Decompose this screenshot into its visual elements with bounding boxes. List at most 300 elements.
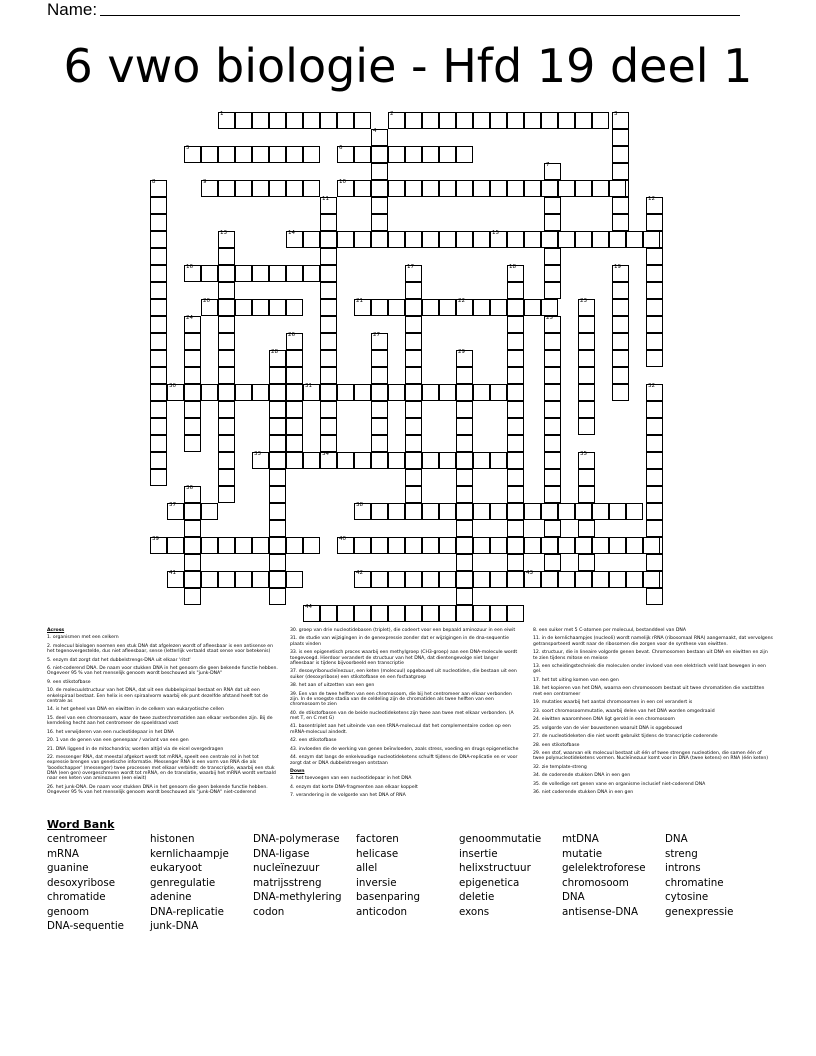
- crossword-cell[interactable]: [646, 299, 663, 316]
- crossword-cell[interactable]: [544, 418, 561, 435]
- crossword-cell[interactable]: [235, 299, 252, 316]
- crossword-cell[interactable]: [609, 503, 626, 520]
- crossword-cell[interactable]: [456, 571, 473, 588]
- crossword-cell[interactable]: [252, 537, 269, 554]
- crossword-cell[interactable]: [184, 333, 201, 350]
- crossword-cell[interactable]: [612, 367, 629, 384]
- crossword-cell[interactable]: [371, 384, 388, 401]
- crossword-cell[interactable]: [269, 418, 286, 435]
- crossword-cell[interactable]: [507, 520, 524, 537]
- crossword-cell[interactable]: [269, 265, 286, 282]
- crossword-cell[interactable]: [218, 384, 235, 401]
- crossword-cell[interactable]: [388, 452, 405, 469]
- crossword-cell[interactable]: [544, 486, 561, 503]
- crossword-cell[interactable]: [303, 452, 320, 469]
- crossword-cell[interactable]: [405, 367, 422, 384]
- crossword-cell[interactable]: [218, 248, 235, 265]
- crossword-cell[interactable]: [541, 180, 558, 197]
- crossword-cell[interactable]: [286, 350, 303, 367]
- crossword-cell[interactable]: [490, 180, 507, 197]
- crossword-cell[interactable]: [320, 214, 337, 231]
- crossword-cell[interactable]: [456, 435, 473, 452]
- crossword-cell[interactable]: [201, 265, 218, 282]
- crossword-cell[interactable]: [371, 367, 388, 384]
- crossword-cell[interactable]: [473, 112, 490, 129]
- crossword-cell[interactable]: [544, 350, 561, 367]
- crossword-cell[interactable]: [473, 571, 490, 588]
- crossword-cell[interactable]: [218, 452, 235, 469]
- crossword-cell[interactable]: [320, 418, 337, 435]
- crossword-cell[interactable]: [354, 231, 371, 248]
- crossword-cell[interactable]: [422, 503, 439, 520]
- crossword-cell[interactable]: [388, 605, 405, 622]
- crossword-cell[interactable]: [456, 452, 473, 469]
- crossword-cell[interactable]: [405, 503, 422, 520]
- crossword-cell[interactable]: [544, 469, 561, 486]
- crossword-cell[interactable]: [405, 299, 422, 316]
- crossword-cell[interactable]: [626, 503, 643, 520]
- crossword-cell[interactable]: [507, 367, 524, 384]
- crossword-cell[interactable]: [439, 112, 456, 129]
- crossword-cell[interactable]: [218, 469, 235, 486]
- crossword-cell[interactable]: [473, 299, 490, 316]
- crossword-cell[interactable]: [337, 384, 354, 401]
- crossword-cell[interactable]: [524, 112, 541, 129]
- crossword-cell[interactable]: [405, 112, 422, 129]
- crossword-cell[interactable]: [541, 299, 558, 316]
- crossword-cell[interactable]: [456, 605, 473, 622]
- crossword-cell[interactable]: [218, 265, 235, 282]
- crossword-cell[interactable]: [320, 112, 337, 129]
- crossword-cell[interactable]: [643, 537, 660, 554]
- crossword-cell[interactable]: [218, 333, 235, 350]
- crossword-cell[interactable]: [490, 537, 507, 554]
- crossword-cell[interactable]: [578, 401, 595, 418]
- crossword-cell[interactable]: [646, 452, 663, 469]
- crossword-cell[interactable]: [269, 503, 286, 520]
- crossword-cell[interactable]: [286, 146, 303, 163]
- crossword-cell[interactable]: [507, 605, 524, 622]
- crossword-cell[interactable]: [320, 248, 337, 265]
- crossword-cell[interactable]: [354, 180, 371, 197]
- crossword-cell[interactable]: [218, 282, 235, 299]
- crossword-cell[interactable]: [592, 537, 609, 554]
- crossword-cell[interactable]: [405, 571, 422, 588]
- crossword-cell[interactable]: [405, 146, 422, 163]
- crossword-cell[interactable]: [235, 112, 252, 129]
- crossword-cell[interactable]: [507, 469, 524, 486]
- crossword-cell[interactable]: [269, 554, 286, 571]
- crossword-cell[interactable]: [646, 520, 663, 537]
- crossword-cell[interactable]: [201, 503, 218, 520]
- crossword-cell[interactable]: [473, 503, 490, 520]
- crossword-cell[interactable]: [150, 350, 167, 367]
- crossword-cell[interactable]: [354, 537, 371, 554]
- crossword-cell[interactable]: [371, 350, 388, 367]
- crossword-cell[interactable]: [269, 571, 286, 588]
- crossword-cell[interactable]: [405, 333, 422, 350]
- crossword-cell[interactable]: [507, 418, 524, 435]
- crossword-cell[interactable]: [456, 520, 473, 537]
- crossword-cell[interactable]: [578, 486, 595, 503]
- crossword-cell[interactable]: [578, 554, 595, 571]
- crossword-cell[interactable]: [558, 537, 575, 554]
- crossword-cell[interactable]: [269, 588, 286, 605]
- crossword-cell[interactable]: [612, 282, 629, 299]
- crossword-cell[interactable]: [337, 112, 354, 129]
- crossword-cell[interactable]: [405, 282, 422, 299]
- crossword-cell[interactable]: [439, 146, 456, 163]
- crossword-cell[interactable]: [592, 571, 609, 588]
- crossword-cell[interactable]: [320, 605, 337, 622]
- crossword-cell[interactable]: [592, 503, 609, 520]
- crossword-cell[interactable]: [201, 146, 218, 163]
- crossword-cell[interactable]: [405, 401, 422, 418]
- crossword-cell[interactable]: [184, 418, 201, 435]
- crossword-cell[interactable]: [184, 554, 201, 571]
- crossword-cell[interactable]: [507, 299, 524, 316]
- crossword-cell[interactable]: [592, 112, 609, 129]
- crossword-cell[interactable]: [646, 588, 663, 605]
- crossword-cell[interactable]: [544, 384, 561, 401]
- crossword-cell[interactable]: [218, 418, 235, 435]
- crossword-cell[interactable]: [150, 367, 167, 384]
- crossword-cell[interactable]: [646, 418, 663, 435]
- crossword-cell[interactable]: [337, 605, 354, 622]
- crossword-cell[interactable]: [201, 537, 218, 554]
- crossword-cell[interactable]: [541, 503, 558, 520]
- crossword-cell[interactable]: [150, 265, 167, 282]
- crossword-cell[interactable]: [575, 180, 592, 197]
- crossword-cell[interactable]: [337, 231, 354, 248]
- crossword-cell[interactable]: [303, 265, 320, 282]
- crossword-cell[interactable]: [320, 282, 337, 299]
- crossword-cell[interactable]: [405, 180, 422, 197]
- crossword-cell[interactable]: [371, 180, 388, 197]
- crossword-cell[interactable]: [320, 299, 337, 316]
- crossword-cell[interactable]: [490, 571, 507, 588]
- crossword-cell[interactable]: [544, 401, 561, 418]
- crossword-cell[interactable]: [286, 112, 303, 129]
- crossword-cell[interactable]: [286, 452, 303, 469]
- crossword-cell[interactable]: [201, 571, 218, 588]
- crossword-cell[interactable]: [541, 231, 558, 248]
- crossword-cell[interactable]: [646, 554, 663, 571]
- crossword-cell[interactable]: [490, 452, 507, 469]
- crossword-cell[interactable]: [337, 452, 354, 469]
- crossword-cell[interactable]: [439, 180, 456, 197]
- crossword-cell[interactable]: [473, 384, 490, 401]
- crossword-cell[interactable]: [456, 554, 473, 571]
- crossword-cell[interactable]: [286, 384, 303, 401]
- crossword-cell[interactable]: [612, 214, 629, 231]
- crossword-cell[interactable]: [286, 299, 303, 316]
- crossword-cell[interactable]: [184, 503, 201, 520]
- crossword-cell[interactable]: [422, 452, 439, 469]
- crossword-cell[interactable]: [167, 537, 184, 554]
- crossword-cell[interactable]: [235, 180, 252, 197]
- crossword-cell[interactable]: [456, 588, 473, 605]
- crossword-cell[interactable]: [218, 146, 235, 163]
- crossword-cell[interactable]: [592, 231, 609, 248]
- crossword-cell[interactable]: [252, 299, 269, 316]
- crossword-cell[interactable]: [507, 350, 524, 367]
- crossword-cell[interactable]: [507, 384, 524, 401]
- crossword-cell[interactable]: [473, 537, 490, 554]
- crossword-cell[interactable]: [507, 180, 524, 197]
- crossword-cell[interactable]: [456, 401, 473, 418]
- crossword-cell[interactable]: [544, 520, 561, 537]
- crossword-cell[interactable]: [646, 486, 663, 503]
- crossword-cell[interactable]: [269, 469, 286, 486]
- crossword-cell[interactable]: [541, 537, 558, 554]
- crossword-cell[interactable]: [524, 180, 541, 197]
- crossword-cell[interactable]: [473, 180, 490, 197]
- crossword-cell[interactable]: [218, 537, 235, 554]
- crossword-cell[interactable]: [388, 180, 405, 197]
- crossword-cell[interactable]: [269, 537, 286, 554]
- crossword-cell[interactable]: [269, 452, 286, 469]
- crossword-cell[interactable]: [646, 401, 663, 418]
- crossword-cell[interactable]: [320, 384, 337, 401]
- crossword-cell[interactable]: [252, 265, 269, 282]
- crossword-cell[interactable]: [320, 350, 337, 367]
- crossword-cell[interactable]: [184, 367, 201, 384]
- crossword-cell[interactable]: [371, 537, 388, 554]
- crossword-cell[interactable]: [507, 537, 524, 554]
- crossword-cell[interactable]: [490, 605, 507, 622]
- crossword-cell[interactable]: [303, 112, 320, 129]
- crossword-cell[interactable]: [371, 146, 388, 163]
- crossword-cell[interactable]: [507, 571, 524, 588]
- crossword-cell[interactable]: [612, 146, 629, 163]
- crossword-cell[interactable]: [252, 571, 269, 588]
- crossword-cell[interactable]: [439, 503, 456, 520]
- crossword-cell[interactable]: [354, 452, 371, 469]
- crossword-cell[interactable]: [456, 180, 473, 197]
- crossword-cell[interactable]: [558, 180, 575, 197]
- crossword-cell[interactable]: [456, 231, 473, 248]
- crossword-cell[interactable]: [544, 265, 561, 282]
- crossword-cell[interactable]: [150, 452, 167, 469]
- crossword-cell[interactable]: [578, 367, 595, 384]
- crossword-cell[interactable]: [286, 418, 303, 435]
- crossword-cell[interactable]: [371, 299, 388, 316]
- crossword-cell[interactable]: [612, 299, 629, 316]
- crossword-cell[interactable]: [184, 588, 201, 605]
- crossword-cell[interactable]: [150, 231, 167, 248]
- crossword-cell[interactable]: [371, 435, 388, 452]
- crossword-cell[interactable]: [609, 231, 626, 248]
- crossword-cell[interactable]: [371, 605, 388, 622]
- crossword-cell[interactable]: [646, 248, 663, 265]
- crossword-cell[interactable]: [388, 571, 405, 588]
- crossword-cell[interactable]: [405, 350, 422, 367]
- crossword-cell[interactable]: [405, 469, 422, 486]
- crossword-cell[interactable]: [456, 537, 473, 554]
- crossword-cell[interactable]: [524, 231, 541, 248]
- crossword-cell[interactable]: [609, 537, 626, 554]
- crossword-cell[interactable]: [490, 112, 507, 129]
- crossword-cell[interactable]: [575, 503, 592, 520]
- crossword-cell[interactable]: [320, 333, 337, 350]
- crossword-cell[interactable]: [252, 180, 269, 197]
- crossword-cell[interactable]: [303, 146, 320, 163]
- crossword-cell[interactable]: [524, 503, 541, 520]
- crossword-cell[interactable]: [612, 350, 629, 367]
- crossword-cell[interactable]: [371, 231, 388, 248]
- crossword-cell[interactable]: [473, 231, 490, 248]
- crossword-cell[interactable]: [456, 418, 473, 435]
- crossword-cell[interactable]: [405, 418, 422, 435]
- crossword-cell[interactable]: [150, 214, 167, 231]
- crossword-cell[interactable]: [544, 214, 561, 231]
- crossword-cell[interactable]: [286, 265, 303, 282]
- crossword-cell[interactable]: [643, 571, 660, 588]
- crossword-cell[interactable]: [150, 384, 167, 401]
- crossword-cell[interactable]: [286, 537, 303, 554]
- crossword-cell[interactable]: [507, 333, 524, 350]
- crossword-cell[interactable]: [201, 384, 218, 401]
- crossword-cell[interactable]: [544, 452, 561, 469]
- crossword-cell[interactable]: [456, 112, 473, 129]
- crossword-cell[interactable]: [578, 316, 595, 333]
- crossword-cell[interactable]: [544, 197, 561, 214]
- crossword-cell[interactable]: [303, 231, 320, 248]
- crossword-cell[interactable]: [439, 571, 456, 588]
- crossword-cell[interactable]: [612, 384, 629, 401]
- crossword-cell[interactable]: [150, 197, 167, 214]
- crossword-cell[interactable]: [269, 435, 286, 452]
- crossword-cell[interactable]: [541, 571, 558, 588]
- crossword-cell[interactable]: [150, 333, 167, 350]
- crossword-cell[interactable]: [507, 435, 524, 452]
- crossword-cell[interactable]: [456, 384, 473, 401]
- crossword-cell[interactable]: [235, 384, 252, 401]
- crossword-cell[interactable]: [439, 299, 456, 316]
- crossword-cell[interactable]: [456, 486, 473, 503]
- crossword-cell[interactable]: [558, 503, 575, 520]
- crossword-cell[interactable]: [575, 537, 592, 554]
- crossword-cell[interactable]: [646, 333, 663, 350]
- crossword-cell[interactable]: [544, 333, 561, 350]
- crossword-cell[interactable]: [371, 214, 388, 231]
- crossword-cell[interactable]: [371, 452, 388, 469]
- crossword-cell[interactable]: [235, 146, 252, 163]
- crossword-cell[interactable]: [578, 418, 595, 435]
- crossword-cell[interactable]: [609, 571, 626, 588]
- crossword-cell[interactable]: [507, 112, 524, 129]
- crossword-cell[interactable]: [388, 537, 405, 554]
- crossword-cell[interactable]: [286, 571, 303, 588]
- crossword-cell[interactable]: [320, 401, 337, 418]
- crossword-cell[interactable]: [218, 180, 235, 197]
- crossword-cell[interactable]: [184, 435, 201, 452]
- crossword-cell[interactable]: [269, 180, 286, 197]
- crossword-cell[interactable]: [578, 469, 595, 486]
- crossword-cell[interactable]: [371, 571, 388, 588]
- crossword-cell[interactable]: [422, 146, 439, 163]
- crossword-cell[interactable]: [150, 435, 167, 452]
- crossword-cell[interactable]: [473, 605, 490, 622]
- crossword-cell[interactable]: [150, 401, 167, 418]
- crossword-cell[interactable]: [371, 163, 388, 180]
- crossword-cell[interactable]: [184, 350, 201, 367]
- crossword-cell[interactable]: [544, 367, 561, 384]
- crossword-cell[interactable]: [544, 282, 561, 299]
- crossword-cell[interactable]: [303, 180, 320, 197]
- crossword-cell[interactable]: [269, 112, 286, 129]
- crossword-cell[interactable]: [218, 350, 235, 367]
- crossword-cell[interactable]: [235, 537, 252, 554]
- crossword-cell[interactable]: [507, 282, 524, 299]
- crossword-cell[interactable]: [578, 384, 595, 401]
- crossword-cell[interactable]: [578, 520, 595, 537]
- crossword-cell[interactable]: [626, 537, 643, 554]
- crossword-cell[interactable]: [456, 469, 473, 486]
- crossword-cell[interactable]: [609, 180, 626, 197]
- crossword-cell[interactable]: [150, 316, 167, 333]
- crossword-cell[interactable]: [507, 554, 524, 571]
- crossword-cell[interactable]: [646, 265, 663, 282]
- crossword-cell[interactable]: [490, 299, 507, 316]
- crossword-cell[interactable]: [456, 146, 473, 163]
- crossword-cell[interactable]: [524, 299, 541, 316]
- crossword-cell[interactable]: [252, 384, 269, 401]
- crossword-cell[interactable]: [507, 452, 524, 469]
- crossword-cell[interactable]: [544, 554, 561, 571]
- crossword-cell[interactable]: [456, 367, 473, 384]
- crossword-cell[interactable]: [578, 333, 595, 350]
- crossword-cell[interactable]: [235, 571, 252, 588]
- crossword-cell[interactable]: [405, 316, 422, 333]
- crossword-cell[interactable]: [218, 367, 235, 384]
- crossword-cell[interactable]: [286, 435, 303, 452]
- crossword-cell[interactable]: [235, 265, 252, 282]
- crossword-cell[interactable]: [507, 401, 524, 418]
- crossword-cell[interactable]: [422, 180, 439, 197]
- crossword-cell[interactable]: [184, 537, 201, 554]
- crossword-cell[interactable]: [558, 112, 575, 129]
- crossword-cell[interactable]: [405, 537, 422, 554]
- crossword-cell[interactable]: [320, 265, 337, 282]
- crossword-cell[interactable]: [184, 384, 201, 401]
- crossword-cell[interactable]: [439, 384, 456, 401]
- crossword-cell[interactable]: [269, 520, 286, 537]
- crossword-cell[interactable]: [354, 146, 371, 163]
- crossword-cell[interactable]: [405, 605, 422, 622]
- crossword-cell[interactable]: [184, 520, 201, 537]
- crossword-cell[interactable]: [507, 316, 524, 333]
- crossword-cell[interactable]: [575, 231, 592, 248]
- crossword-cell[interactable]: [456, 503, 473, 520]
- crossword-cell[interactable]: [252, 146, 269, 163]
- crossword-cell[interactable]: [646, 435, 663, 452]
- crossword-cell[interactable]: [269, 486, 286, 503]
- crossword-cell[interactable]: [612, 197, 629, 214]
- crossword-cell[interactable]: [626, 571, 643, 588]
- crossword-cell[interactable]: [269, 299, 286, 316]
- crossword-cell[interactable]: [150, 299, 167, 316]
- crossword-cell[interactable]: [150, 282, 167, 299]
- crossword-cell[interactable]: [592, 180, 609, 197]
- crossword-cell[interactable]: [218, 486, 235, 503]
- crossword-cell[interactable]: [388, 231, 405, 248]
- crossword-cell[interactable]: [150, 248, 167, 265]
- crossword-cell[interactable]: [184, 401, 201, 418]
- crossword-cell[interactable]: [422, 571, 439, 588]
- crossword-cell[interactable]: [218, 316, 235, 333]
